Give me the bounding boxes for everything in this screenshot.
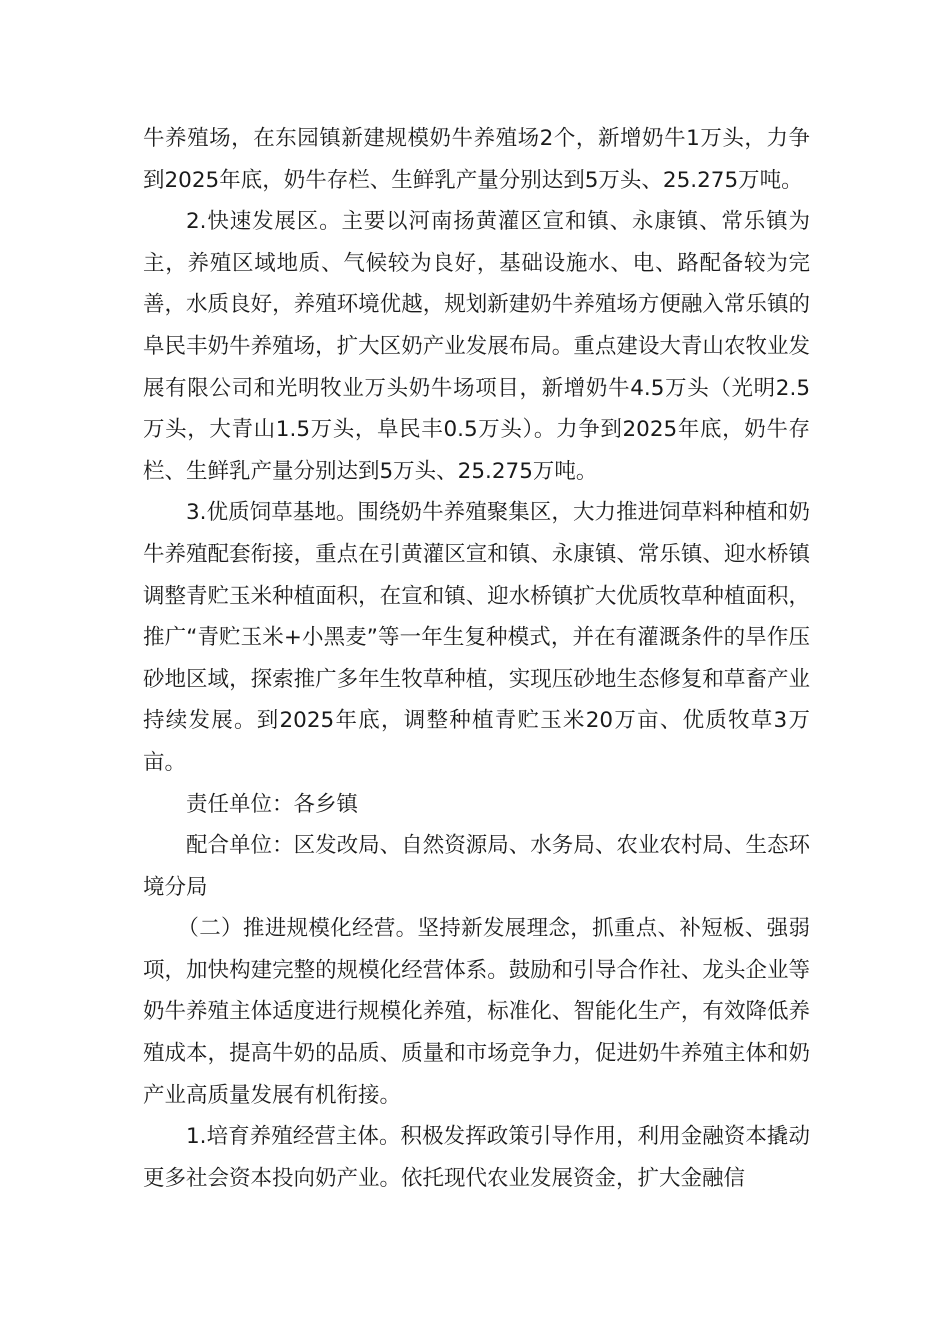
paragraph-scale-operation: （二）推进规模化经营。坚持新发展理念，抓重点、补短板、强弱项，加快构建完整的规模化经营体系。鼓励和引导合作社、龙头企业等奶牛养殖主体适度进行规模化养殖，标准化、智能化生产，有效降低养殖成本，提高牛奶的品质、质量和市场竞争力，促进奶牛养殖主体和奶产业高质量发展有机衔接。: [143, 916, 810, 1108]
paragraph-cooperating-units: 配合单位：区发改局、自然资源局、水务局、农业农村局、生态环境分局: [143, 833, 810, 900]
paragraph-forage-base: 3.优质饲草基地。围绕奶牛养殖聚集区，大力推进饲草料种植和奶牛养殖配套衔接，重点在引黄灌区宣和镇、永康镇、常乐镇、迎水桥镇调整青贮玉米种植面积，在宣和镇、迎水桥镇扩大优质牧草种植面积，推广“青贮玉米+小黑麦”等一年生复种模式，并在有灌溉条件的旱作压砂地区域，探索推广多年生牧草种植，实现压砂地生态修复和草畜产业持续发展。到2025年底，调整种植青贮玉米20万亩、优质牧草3万亩。: [143, 500, 810, 775]
paragraph-cultivate-operators: 1.培育养殖经营主体。积极发挥政策引导作用，利用金融资本撬动更多社会资本投向奶产业。依托现代农业发展资金，扩大金融信: [143, 1124, 810, 1191]
paragraph-responsible-unit: 责任单位：各乡镇: [186, 791, 359, 817]
paragraph-continuation: 牛养殖场，在东园镇新建规模奶牛养殖场2个，新增奶牛1万头，力争到2025年底，奶牛存栏、生鲜乳产量分别达到5万头、25.275万吨。: [143, 126, 810, 193]
paragraph-rapid-development-zone: 2.快速发展区。主要以河南扬黄灌区宣和镇、永康镇、常乐镇为主，养殖区域地质、气候较为良好，基础设施水、电、路配备较为完善，水质良好，养殖环境优越，规划新建奶牛养殖场方便融入常乐镇的阜民丰奶牛养殖场，扩大区奶产业发展布局。重点建设大青山农牧业发展有限公司和光明牧业万头奶牛场项目，新增奶牛4.5万头（光明2.5万头，大青山1.5万头，阜民丰0.5万头）。力争到2025年底，奶牛存栏、生鲜乳产量分别达到5万头、25.275万吨。: [143, 209, 810, 484]
